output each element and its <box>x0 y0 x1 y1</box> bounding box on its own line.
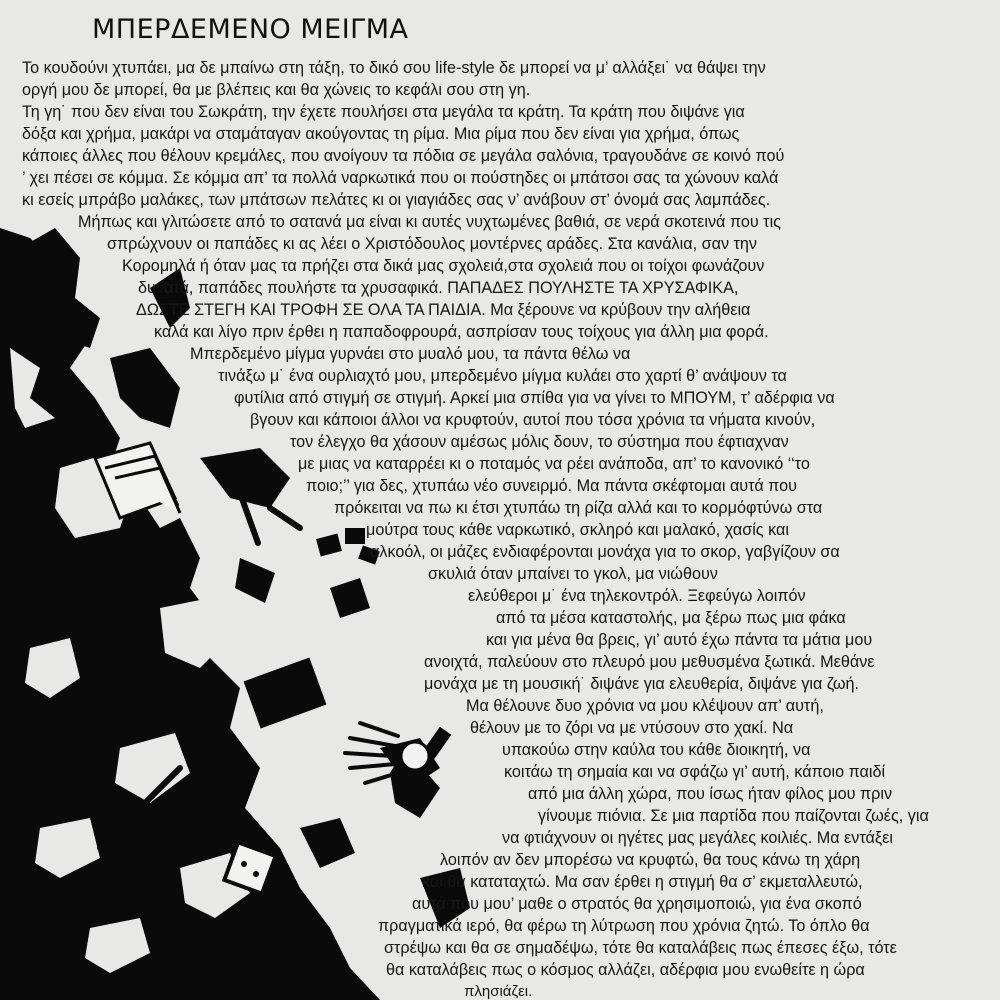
text-line: με μιας να καταρρέει κι ο ποταμός να ρέει ανάποδα, απ’ το κανονικό ‘‘το <box>298 455 810 473</box>
text-line: μούτρα τους κάθε ναρκωτικό, σκληρό και μαλακό, χασίς και <box>366 521 789 539</box>
text-line: κάποιες άλλες που θέλουν κρεμάλες, που ανοίγουν τα πόδια σε μεγάλα σαλόνια, τραγουδάνε σε κοινό πού <box>22 147 785 165</box>
text-line: οργή μου δε μπορεί, θα με βλέπεις και θα χώνεις το κεφάλι σου στη γη. <box>22 81 531 99</box>
text-line: ανοιχτά, παλεύουν στο πλευρό μου μεθυσμένα ξωτικά. Μεθάνε <box>424 653 875 671</box>
text-line: σπρώχνουν οι παπάδες κι ας λέει ο Χριστόδουλος μοντέρνες αράδες. Στα κανάλια, σαν την <box>107 235 758 253</box>
text-line: πλησιάζει. <box>464 983 533 1000</box>
text-line: υπακούω στην καύλα του κάθε διοικητή, να <box>502 741 811 759</box>
text-line: Το κουδούνι χτυπάει, μα δε μπαίνω στη τάξη, το δικό σου life-style δε μπορεί να μ’ αλλάξει˙ να θάψει την <box>22 59 766 77</box>
text-line: Μήπως και γλιτώσετε από το σατανά μα είναι κι αυτές νυχτωμένες βαθιά, σε νερά σκοτεινά που τις <box>78 213 781 231</box>
text-line: φυτίλια από στιγμή σε στιγμή. Αρκεί μια σπίθα για να γίνει το ΜΠΟΥΜ, τ’ αδέρφια να <box>234 389 835 407</box>
text-line: Μα θέλουνε δυο χρόνια να μου κλέψουν απ’ αυτή, <box>466 697 824 715</box>
text-line: στρέψω και θα σε σημαδέψω, τότε θα καταλάβεις πως έπεσες έξω, τότε <box>384 939 897 957</box>
text-line: τινάξω μ˙ ένα ουρλιαχτό μου, μπερδεμένο μίγμα κυλάει στο χαρτί θ’ ανάψουν τα <box>218 367 787 385</box>
text-line: αλκοόλ, οι μάζες ενδιαφέρονται μονάχα για το σκορ, γαβγίζουν σα <box>370 543 840 561</box>
text-line: γίνουμε πιόνια. Σε μια παρτίδα που παίζονται ζωές, για <box>538 807 929 825</box>
text-line: από μια άλλη χώρα, που ίσως ήταν φίλος μου πριν <box>528 785 893 803</box>
text-line: και για μένα θα βρεις, γι’ αυτό έχω πάντα τα μάτια μου <box>486 631 873 649</box>
text-line: δυνατά, παπάδες πουλήστε τα χρυσαφικά. ΠΑΠΑΔΕΣ ΠΟΥΛΗΣΤΕ ΤΑ ΧΡΥΣΑΦΙΚΑ, <box>138 279 739 297</box>
text-line: δόξα και χρήμα, μακάρι να σταμάταγαν ακούγοντας τη ρίμα. Μια ρίμα που δεν είναι για χρήμα, όπως <box>22 125 740 143</box>
text-line: πρόκειται να πω κι έτσι χτυπάω τη ρίζα αλλά και το κορμόφτύνω στα <box>334 499 823 517</box>
text-line: λοιπόν αν δεν μπορέσω να κρυφτώ, θα τους κάνω τη χάρη <box>440 851 861 869</box>
text-line: θέλουν με το ζόρι να με ντύσουν στο χακί. Να <box>470 719 794 737</box>
text-line: Μπερδεμένο μίγμα γυρνάει στο μυαλό μου, τα πάντα θέλω να <box>190 345 631 363</box>
text-line: βγουν και κάποιοι άλλοι να κρυφτούν, αυτοί που τόσα χρόνια τα νήματα κινούν, <box>250 411 816 429</box>
text-line: από τα μέσα καταστολής, μα ξέρω πως μια φάκα <box>496 609 846 627</box>
text-line: καλά και λίγο πριν έρθει η παπαδοφρουρά, ασπρίσαν τους τοίχους για άλλη μια φορά. <box>154 323 769 341</box>
text-line: ’ χει πέσει σε κόμμα. Σε κόμμα απ’ τα πολλά ναρκωτικά που οι πούστηδες οι μπάτσοι σας τα χώνουν καλά <box>22 169 779 187</box>
text-line: Κορομηλά ή όταν μας τα πρήζει στα δικά μας σχολειά,στα σχολειά που οι τοίχοι φωνάζουν <box>122 257 765 275</box>
text-line: ελεύθεροι μ˙ ένα τηλεκοντρόλ. Ξεφεύγω λοιπόν <box>468 587 806 605</box>
text-line: να φτιάχνουν οι ηγέτες μας μεγάλες κοιλιές. Μα εντάξει <box>502 829 893 847</box>
text-line: και θα καταταχτώ. Μα σαν έρθει η στιγμή θα σ’ εκμεταλλευτώ, <box>422 873 863 891</box>
text-line: ποιο;’’ για δες, χτυπάω νέο συνειρμό. Μα πάντα σκέφτομαι αυτά που <box>306 477 797 495</box>
text-line: κοιτάω τη σημαία και να σφάζω γι’ αυτή, κάποιο παιδί <box>504 763 886 781</box>
text-line: αυτά που μου’ μαθε ο στρατός θα χρησιμοποιώ, για ένα σκοπό <box>412 895 862 913</box>
collage-illustration <box>0 228 470 1000</box>
text-line: μονάχα με τη μουσική˙ διψάνε για ελευθερία, διψάνε για ζωή. <box>424 675 860 693</box>
text-line: σκυλιά όταν μπαίνει το γκολ, μα νιώθουν <box>428 565 718 583</box>
text-line: πραγματικά ιερό, θα φέρω τη λύτρωση που χρόνια ζητώ. Το όπλο θα <box>378 917 870 935</box>
text-line: θα καταλάβεις πως ο κόσμος αλλάζει, αδέρφια μου ενωθείτε η ώρα <box>386 961 865 979</box>
text-line: τον έλεγχο θα χάσουν αμέσως μόλις δουν, το σύστημα που έφτιαχναν <box>290 433 789 451</box>
poem-title: ΜΠΕΡΔΕΜΕΝΟ ΜΕΙΓΜΑ <box>92 14 409 45</box>
text-line: κι εσείς μπράβο μαλάκες, των μπάτσων πελάτες κι οι γιαγιάδες σας ν’ ανάβουν στ’ όνομά σας λαμπάδες. <box>22 191 771 209</box>
text-line: ΔΩΣΤΕ ΣΤΕΓΗ ΚΑΙ ΤΡΟΦΗ ΣΕ ΟΛΑ ΤΑ ΠΑΙΔΙΑ. Μα ξέρουνε να κρύβουν την αλήθεια <box>136 301 751 319</box>
text-line: Τη γη˙ που δεν είναι του Σωκράτη, την έχετε πουλήσει στα μεγάλα τα κράτη. Τα κράτη που διψάνε για <box>22 103 745 121</box>
